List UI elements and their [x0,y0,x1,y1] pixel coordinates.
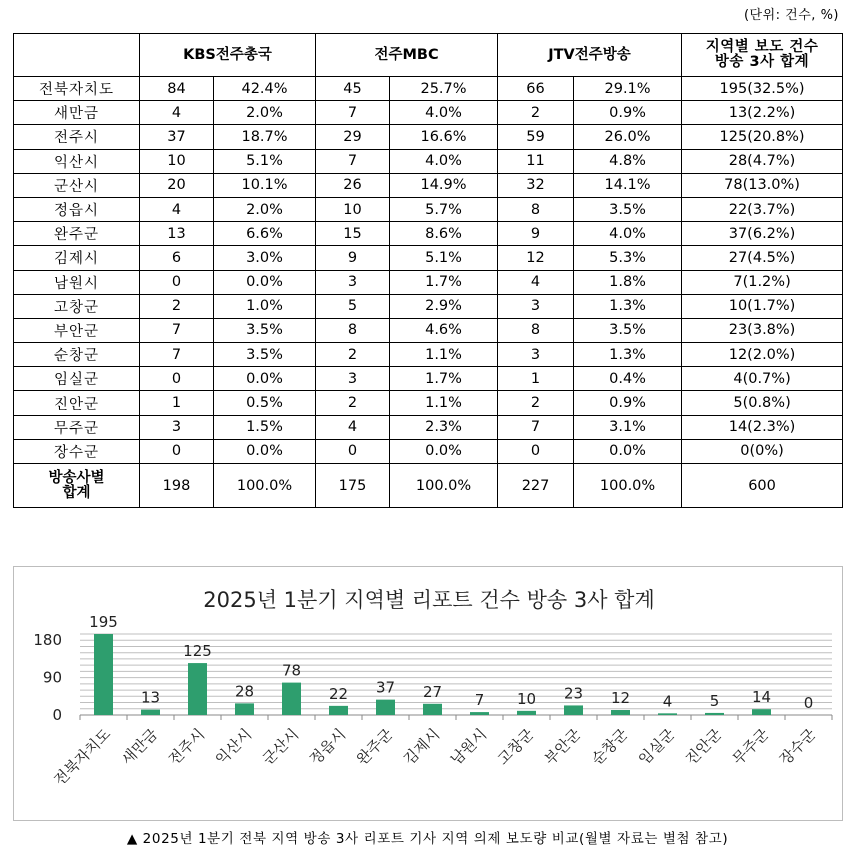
kbs-cell: 4 [140,101,214,125]
mbc-cell: 2 [316,343,390,367]
jtv-pct-cell: 3.5% [574,197,682,221]
jtv-pct-cell: 0.4% [574,367,682,391]
category-label: 군산시 [258,725,303,769]
kbs-pct-cell: 3.5% [214,318,316,342]
total-cell: 14(2.3%) [682,415,843,439]
region-cell: 새만금 [14,101,140,125]
y-tick-label: 90 [42,668,62,687]
bar-chart-svg [14,567,844,822]
jtv-pct-cell: 0.9% [574,101,682,125]
totals-label-cell [14,464,140,508]
bar-value-label: 10 [516,689,537,708]
table-row [14,222,843,246]
jtv-pct-cell: 26.0% [574,125,682,149]
kbs-pct-cell: 1.0% [214,294,316,318]
mbc-cell: 26 [316,173,390,197]
mbc-pct-cell: 4.6% [390,318,498,342]
mbc-cell: 2 [316,391,390,415]
kbs-pct-cell: 0.0% [214,439,316,463]
mbc-cell: 7 [316,101,390,125]
region-cell: 정읍시 [14,197,140,221]
bar-value-label: 12 [610,689,631,708]
bar [470,712,489,715]
jtv-cell: 3 [498,294,574,318]
category-label: 고창군 [493,725,538,769]
jtv-cell: 1 [498,367,574,391]
kbs-pct-cell: 0.0% [214,270,316,294]
total-cell: 78(13.0%) [682,173,843,197]
kbs-cell: 10 [140,149,214,173]
bar-value-label: 37 [375,678,396,697]
mbc-pct-cell: 1.1% [390,391,498,415]
jtv-cell: 4 [498,270,574,294]
jtv-cell: 7 [498,415,574,439]
kbs-cell: 13 [140,222,214,246]
jtv-pct-cell: 4.0% [574,222,682,246]
kbs-pct-cell: 0.0% [214,367,316,391]
header-total-line2: 방송 3사 합계 [714,54,810,70]
table-row [14,270,843,294]
category-label: 정읍시 [305,725,350,769]
totals-mbc-cell: 175 [316,464,390,508]
header-total [682,34,843,77]
kbs-cell: 20 [140,173,214,197]
kbs-cell: 84 [140,77,214,101]
total-cell: 5(0.8%) [682,391,843,415]
region-cell: 진안군 [14,391,140,415]
bar [141,710,160,715]
total-cell: 12(2.0%) [682,343,843,367]
jtv-pct-cell: 4.8% [574,149,682,173]
mbc-pct-cell: 14.9% [390,173,498,197]
table-row [14,439,843,463]
bar [282,683,301,715]
mbc-cell: 0 [316,439,390,463]
jtv-cell: 8 [498,318,574,342]
total-cell: 7(1.2%) [682,270,843,294]
total-cell: 27(4.5%) [682,246,843,270]
mbc-cell: 3 [316,270,390,294]
jtv-cell: 11 [498,149,574,173]
region-cell: 군산시 [14,173,140,197]
bar [705,713,724,715]
total-cell: 37(6.2%) [682,222,843,246]
table-row [14,367,843,391]
category-label: 진안군 [681,725,726,769]
kbs-cell: 0 [140,439,214,463]
bar [329,706,348,715]
mbc-pct-cell: 2.9% [390,294,498,318]
mbc-pct-cell: 1.7% [390,367,498,391]
bar-value-label: 195 [89,613,118,631]
bar [658,713,677,715]
table-row [14,343,843,367]
header-total-line1: 지역별 보도 건수 [705,39,819,55]
jtv-pct-cell: 29.1% [574,77,682,101]
total-cell: 22(3.7%) [682,197,843,221]
table-row [14,197,843,221]
mbc-pct-cell: 8.6% [390,222,498,246]
totals-kbs-pct-cell: 100.0% [214,464,316,508]
kbs-pct-cell: 0.5% [214,391,316,415]
region-cell: 순창군 [14,343,140,367]
mbc-pct-cell: 2.3% [390,415,498,439]
kbs-pct-cell: 42.4% [214,77,316,101]
jtv-pct-cell: 3.1% [574,415,682,439]
table-row [14,101,843,125]
table-body [14,77,843,508]
bar [188,663,207,715]
totals-jtv-cell: 227 [498,464,574,508]
total-cell: 28(4.7%) [682,149,843,173]
bar [376,700,395,715]
jtv-pct-cell: 0.0% [574,439,682,463]
jtv-cell: 2 [498,391,574,415]
category-label: 익산시 [211,725,256,769]
mbc-pct-cell: 0.0% [390,439,498,463]
region-cell: 장수군 [14,439,140,463]
kbs-pct-cell: 1.5% [214,415,316,439]
bar [611,710,630,715]
mbc-pct-cell: 25.7% [390,77,498,101]
jtv-pct-cell: 0.9% [574,391,682,415]
kbs-cell: 3 [140,415,214,439]
jtv-pct-cell: 1.8% [574,270,682,294]
kbs-pct-cell: 3.0% [214,246,316,270]
category-label: 전주시 [164,725,209,769]
kbs-pct-cell: 18.7% [214,125,316,149]
kbs-cell: 7 [140,343,214,367]
y-tick-label: 0 [52,706,62,724]
region-cell: 임실군 [14,367,140,391]
bar-chart [13,566,843,821]
kbs-pct-cell: 2.0% [214,101,316,125]
kbs-cell: 0 [140,270,214,294]
bar-value-label: 7 [474,691,485,710]
category-label: 남원시 [446,725,491,769]
header-blank-cell [14,34,140,77]
region-cell: 익산시 [14,149,140,173]
jtv-cell: 59 [498,125,574,149]
totals-label-line2: 합계 [62,484,91,501]
totals-mbc-pct-cell: 100.0% [390,464,498,508]
table-row [14,318,843,342]
region-cell: 남원시 [14,270,140,294]
kbs-cell: 6 [140,246,214,270]
bar-value-label: 28 [234,682,255,701]
bar [752,709,771,715]
total-cell: 10(1.7%) [682,294,843,318]
region-cell: 전북자치도 [14,77,140,101]
bar-value-label: 125 [183,642,212,661]
jtv-cell: 0 [498,439,574,463]
total-cell: 0(0%) [682,439,843,463]
table-row [14,149,843,173]
region-cell: 전주시 [14,125,140,149]
category-label: 김제시 [399,725,444,769]
kbs-cell: 37 [140,125,214,149]
total-cell: 125(20.8%) [682,125,843,149]
total-cell: 23(3.8%) [682,318,843,342]
total-cell: 13(2.2%) [682,101,843,125]
bar-value-label: 27 [422,682,443,701]
jtv-cell: 2 [498,101,574,125]
region-cell: 부안군 [14,318,140,342]
jtv-cell: 8 [498,197,574,221]
mbc-cell: 15 [316,222,390,246]
table-row [14,415,843,439]
mbc-cell: 9 [316,246,390,270]
bar-value-label: 13 [140,688,161,707]
mbc-pct-cell: 1.1% [390,343,498,367]
mbc-pct-cell: 5.7% [390,197,498,221]
kbs-cell: 1 [140,391,214,415]
kbs-cell: 2 [140,294,214,318]
bar-value-label: 0 [803,694,814,712]
bar [564,705,583,715]
region-cell: 무주군 [14,415,140,439]
jtv-pct-cell: 3.5% [574,318,682,342]
totals-total-cell: 600 [682,464,843,508]
jtv-cell: 32 [498,173,574,197]
category-label: 전북자치도 [50,725,115,790]
table-row [14,294,843,318]
category-label: 부안군 [540,725,585,769]
mbc-cell: 29 [316,125,390,149]
category-label: 새만금 [117,725,162,769]
chart-title: 2025년 1분기 지역별 리포트 건수 방송 3사 합계 [203,588,655,612]
kbs-pct-cell: 6.6% [214,222,316,246]
total-cell: 195(32.5%) [682,77,843,101]
jtv-cell: 9 [498,222,574,246]
region-cell: 김제시 [14,246,140,270]
unit-note: (단위: 건수, %) [743,8,839,23]
bar-value-label: 4 [662,692,673,711]
mbc-cell: 45 [316,77,390,101]
region-cell: 고창군 [14,294,140,318]
y-tick-label: 180 [33,631,62,650]
total-cell: 4(0.7%) [682,367,843,391]
bar [235,703,254,715]
jtv-cell: 66 [498,77,574,101]
kbs-pct-cell: 10.1% [214,173,316,197]
category-label: 임실군 [634,725,679,769]
bar-value-label: 22 [328,684,349,703]
table-header-row [14,34,843,77]
figure-caption: ▲ 2025년 1분기 전북 지역 방송 3사 리포트 기사 지역 의제 보도량 비교(월별 자료는 별첨 참고) [126,831,729,847]
kbs-pct-cell: 5.1% [214,149,316,173]
category-label: 장수군 [775,725,820,769]
header-kbs: KBS전주총국 [140,34,316,77]
mbc-cell: 7 [316,149,390,173]
kbs-cell: 0 [140,367,214,391]
bar [517,711,536,715]
jtv-pct-cell: 1.3% [574,343,682,367]
totals-kbs-cell: 198 [140,464,214,508]
header-jtv: JTV전주방송 [498,34,682,77]
bar [423,704,442,715]
header-mbc: 전주MBC [316,34,498,77]
kbs-cell: 7 [140,318,214,342]
bar-value-label: 5 [709,691,720,710]
mbc-pct-cell: 1.7% [390,270,498,294]
region-cell: 완주군 [14,222,140,246]
region-report-table [13,33,843,508]
totals-label-line1: 방송사별 [48,469,105,486]
table-row [14,173,843,197]
kbs-cell: 4 [140,197,214,221]
mbc-cell: 5 [316,294,390,318]
bar-value-label: 78 [281,661,302,680]
bar-value-label: 14 [751,688,772,707]
table-row [14,125,843,149]
kbs-pct-cell: 2.0% [214,197,316,221]
mbc-cell: 4 [316,415,390,439]
mbc-pct-cell: 16.6% [390,125,498,149]
mbc-pct-cell: 4.0% [390,149,498,173]
bar-value-label: 23 [563,684,584,703]
mbc-cell: 3 [316,367,390,391]
mbc-pct-cell: 5.1% [390,246,498,270]
table-row [14,391,843,415]
jtv-pct-cell: 5.3% [574,246,682,270]
category-label: 완주군 [352,725,397,769]
bar [94,634,113,715]
kbs-pct-cell: 3.5% [214,343,316,367]
mbc-pct-cell: 4.0% [390,101,498,125]
table-row [14,77,843,101]
category-label: 무주군 [728,725,773,769]
mbc-cell: 8 [316,318,390,342]
jtv-cell: 3 [498,343,574,367]
category-label: 순창군 [587,725,632,769]
jtv-cell: 12 [498,246,574,270]
mbc-cell: 10 [316,197,390,221]
totals-jtv-pct-cell: 100.0% [574,464,682,508]
jtv-pct-cell: 1.3% [574,294,682,318]
table-row [14,246,843,270]
totals-row [14,464,843,508]
jtv-pct-cell: 14.1% [574,173,682,197]
